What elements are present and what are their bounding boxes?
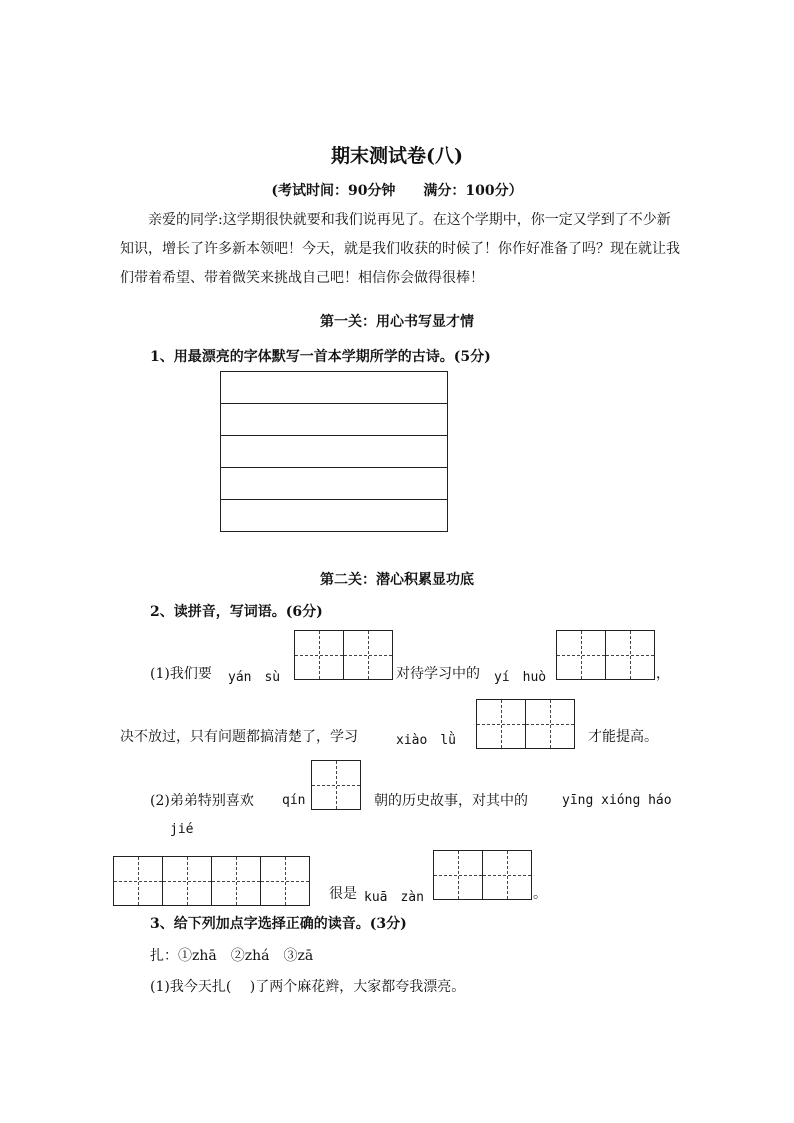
tianzige-cell[interactable] xyxy=(477,700,526,748)
question-2: 2、读拼音，写词语。(6分) xyxy=(150,604,323,620)
tianzige-cell[interactable] xyxy=(114,857,163,905)
q2-s2-prefix: 决不放过，只有问题都搞清楚了，学习 xyxy=(120,729,358,745)
page-title: 期末测试卷(八) xyxy=(331,145,463,167)
tianzige-cell[interactable] xyxy=(344,631,392,679)
q2-s3-prefix: (2)弟弟特别喜欢 xyxy=(150,793,254,809)
pinyin-xiaolu: xiào lǜ xyxy=(396,733,456,748)
tianzige-cell[interactable] xyxy=(312,761,360,809)
tianzige-xiaolu[interactable] xyxy=(476,699,575,749)
question-3: 3、给下列加点字选择正确的读音。(3分) xyxy=(150,916,407,932)
tianzige-cell[interactable] xyxy=(606,631,654,679)
tianzige-cell[interactable] xyxy=(261,857,309,905)
q2-s3-mid: 朝的历史故事，对其中的 xyxy=(374,793,528,809)
tianzige-kuazan[interactable] xyxy=(433,850,532,900)
tianzige-cell[interactable] xyxy=(483,851,531,899)
tianzige-yansu[interactable] xyxy=(294,630,393,680)
pinyin-yihuo: yí huò xyxy=(494,670,547,685)
q2-s4-end: 。 xyxy=(533,886,547,902)
tianzige-cell[interactable] xyxy=(212,857,261,905)
intro-paragraph: 亲爱的同学:这学期很快就要和我们说再见了。在这个学期中，你一定又学到了不少新知识，增长了许多新本领吧！今天，就是我们收获的时候了！你作好准备了吗？现在就让我们带着希望、带着微笑来挑战自己吧！相信你会做得很棒！ xyxy=(120,212,680,286)
section-1-title: 第一关：用心书写显才情 xyxy=(320,314,474,330)
poem-line[interactable] xyxy=(221,436,447,468)
tianzige-qin[interactable] xyxy=(311,760,361,810)
tianzige-yingxionghaojie[interactable] xyxy=(113,856,310,906)
q2-s1-end: ， xyxy=(656,666,670,682)
q2-s2-end: 才能提高。 xyxy=(588,729,658,745)
poem-line[interactable] xyxy=(221,468,447,500)
poem-writing-box[interactable] xyxy=(220,371,448,532)
exam-info: (考试时间：90分钟 满分：100分） xyxy=(271,183,523,199)
q3-sentence-1: (1)我今天扎( )了两个麻花辫，大家都夸我漂亮。 xyxy=(150,979,466,995)
tianzige-cell[interactable] xyxy=(295,631,344,679)
pinyin-kuazan: kuā zàn xyxy=(364,890,424,905)
q2-s4-mid: 很是 xyxy=(329,886,357,902)
tianzige-cell[interactable] xyxy=(557,631,606,679)
tianzige-cell[interactable] xyxy=(163,857,212,905)
question-1: 1、用最漂亮的字体默写一首本学期所学的古诗。(5分) xyxy=(150,349,491,365)
q2-s1-mid: 对待学习中的 xyxy=(396,666,480,682)
pinyin-yansu: yán sù xyxy=(228,670,281,685)
pinyin-qin: qín xyxy=(282,793,306,808)
poem-line[interactable] xyxy=(221,372,447,404)
q3-options: 扎：①zhā ②zhá ③zā xyxy=(150,948,314,964)
section-2-title: 第二关：潜心积累显功底 xyxy=(320,572,474,588)
poem-line[interactable] xyxy=(221,404,447,436)
tianzige-yihuo[interactable] xyxy=(556,630,655,680)
poem-line[interactable] xyxy=(221,500,447,531)
tianzige-cell[interactable] xyxy=(434,851,483,899)
pinyin-jie: jié xyxy=(170,822,194,837)
q2-s1-prefix: (1)我们要 xyxy=(150,666,212,682)
tianzige-cell[interactable] xyxy=(526,700,574,748)
pinyin-yingxionghao: yīng xióng háo xyxy=(562,793,672,808)
